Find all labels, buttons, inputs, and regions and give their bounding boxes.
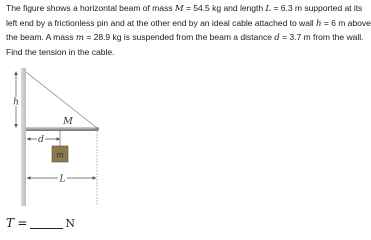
- m-label: m: [55, 150, 65, 161]
- tension-variable: T: [6, 216, 15, 230]
- length-symbol-L: L: [265, 4, 272, 14]
- answer-equals: =: [17, 216, 28, 230]
- problem-text: 6 m above: [331, 17, 371, 28]
- L-label: L: [59, 174, 66, 185]
- h-arrow-up: [14, 71, 18, 75]
- mass-symbol-m: m: [75, 33, 84, 43]
- equals-sign: =: [183, 3, 194, 13]
- answer-row: [6, 216, 75, 230]
- h-arrow-down: [14, 124, 18, 128]
- equals-sign: =: [279, 32, 290, 42]
- L-arrow-right: [93, 176, 97, 180]
- problem-line-4: Find the tension in the cable.: [6, 46, 115, 57]
- problem-text: 54.5 kg and length: [193, 3, 266, 13]
- problem-text: 6.3 m supported at its: [280, 3, 363, 13]
- L-arrow-left: [27, 176, 31, 180]
- wall: [21, 68, 26, 206]
- equals-sign: =: [321, 17, 332, 28]
- equals-sign: =: [271, 3, 281, 13]
- h-label: h: [13, 97, 19, 108]
- equals-sign: =: [83, 32, 94, 42]
- beam-end-cap: [95, 127, 99, 131]
- M-label: M: [63, 116, 73, 127]
- distance-symbol-d: d: [274, 33, 280, 43]
- beam: [26, 127, 97, 131]
- problem-text: 28.9 kg is suspended from the beam a distance: [93, 32, 275, 42]
- d-arrow-left: [27, 137, 31, 141]
- d-label: d: [38, 135, 44, 145]
- problem-text: the beam. A mass: [6, 32, 76, 42]
- mass-symbol-M: M: [174, 4, 184, 14]
- problem-text: 3.7 m from the wall.: [289, 32, 364, 42]
- answer-unit: N: [65, 217, 76, 230]
- problem-text: left end by a frictionless pin and at the other end by an ideal cable attached to wall: [6, 17, 317, 28]
- problem-text: The figure shows a horizontal beam of mass: [6, 3, 175, 13]
- cable: [26, 72, 97, 128]
- height-symbol-h: h: [316, 18, 322, 29]
- answer-input[interactable]: [30, 218, 63, 229]
